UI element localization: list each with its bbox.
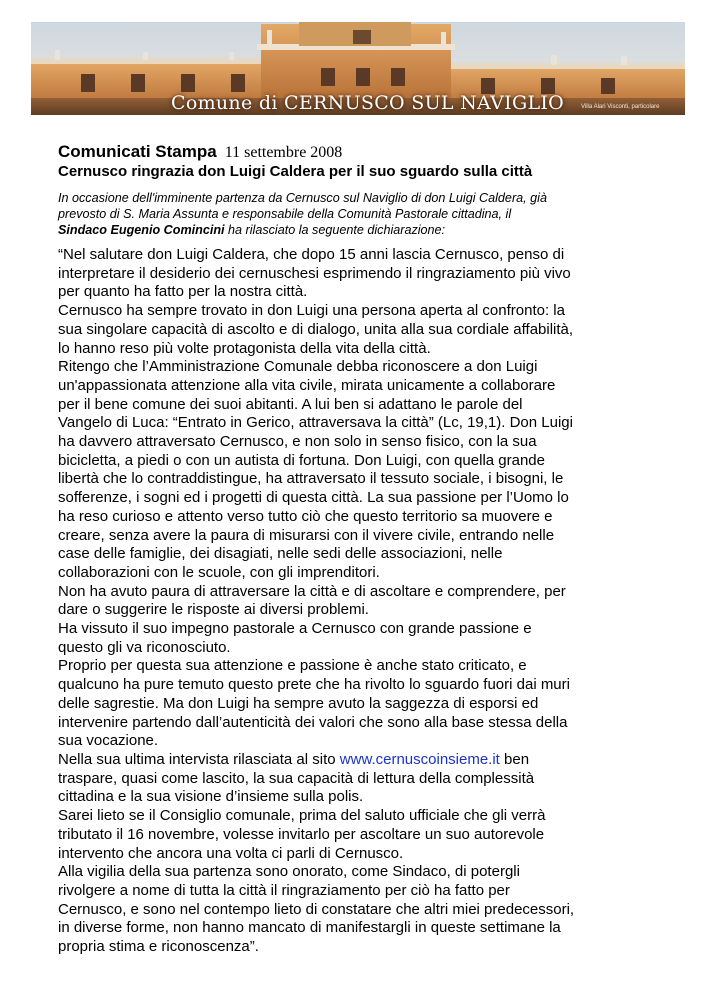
- body-line: traspare, quasi come lascito, la sua capacità di lettura della complessità: [58, 769, 535, 787]
- intro-line: In occasione dell'imminente partenza da Cernusco sul Naviglio di don Luigi Caldera, già: [58, 191, 547, 205]
- body-line: ha davvero attraversato Cernusco, e non solo in senso fisico, con la sua: [58, 433, 537, 451]
- body-line: Proprio per questa sua attenzione e passione è anche stato criticato, e: [58, 657, 527, 675]
- body-line: Sarei lieto se il Consiglio comunale, prima del saluto ufficiale che gli verrà: [58, 807, 546, 825]
- body-line: per il bene comune dei suoi abitanti. A lui ben si adattano le parole del: [58, 395, 523, 413]
- body-line: collaborazioni con le scuole, con gli imprenditori.: [58, 563, 380, 581]
- intro-paragraph: [58, 190, 638, 238]
- banner-title: Comune di CERNUSCO SUL NAVIGLIO: [171, 92, 565, 114]
- body-line: creare, senza avere la paura di misurarsi con il vivere civile, entrando nelle: [58, 526, 555, 544]
- body-line: sua singolare capacità di ascolto e di dialogo, unita alla sua cordiale affabilità,: [58, 320, 574, 338]
- body-line: Vangelo di Luca: “Entrato in Gerico, attraversava la città” (Lc, 19,1). Don Luigi: [58, 414, 573, 432]
- body-line: propria stima e riconoscenza”.: [58, 938, 259, 956]
- body-line: intervenire partendo dall’autenticità dei valori che sono alla base stessa della: [58, 713, 568, 731]
- body-lines-after: [58, 770, 658, 957]
- body-line: dare o suggerire le risposte ai diversi problemi.: [58, 601, 369, 619]
- body-line: intervento che ancora una volta ci parli di Cernusco.: [58, 844, 404, 862]
- intro-line: prevosto di S. Maria Assunta e responsabile della Comunità Pastorale cittadina, il: [58, 207, 512, 221]
- body-line: case delle famiglie, dei disagiati, nelle sedi delle associazioni, nelle: [58, 545, 503, 563]
- statement-body: [58, 246, 658, 957]
- body-line-text: Nella sua ultima intervista rilasciata al sito: [58, 750, 340, 768]
- mayor-name: Sindaco Eugenio Comincini: [58, 223, 225, 237]
- body-line: un'appassionata attenzione alla vita civile, mirata unicamente a collaborare: [58, 376, 556, 394]
- body-line: sua vocazione.: [58, 732, 159, 750]
- body-line: libertà che lo contraddistingue, ha attraversato il tessuto sociale, i bisogni, le: [58, 470, 564, 488]
- body-line: questo gli va riconosciuto.: [58, 638, 231, 656]
- press-date: 11 settembre 2008: [224, 144, 343, 161]
- body-line: Alla vigilia della sua partenza sono onorato, come Sindaco, di potergli: [58, 863, 520, 881]
- body-line: “Nel salutare don Luigi Caldera, che dopo 15 anni lascia Cernusco, penso di: [58, 246, 565, 263]
- body-line-with-link: [58, 751, 658, 770]
- body-line: Ritengo che l’Amministrazione Comunale debba riconoscere a don Luigi: [58, 358, 538, 376]
- intro-line: [58, 222, 638, 238]
- banner-credit: Villa Alari Visconti, particolare: [581, 104, 660, 110]
- body-line: in diverse forme, non hanno mancato di manifestargli in queste settimane la: [58, 919, 561, 937]
- body-line: Cernusco ha sempre trovato in don Luigi una persona aperta al confronto: la: [58, 302, 565, 320]
- body-line: Cernusco, e sono nel contempo lieto di constatare che altri miei predecessori,: [58, 900, 575, 918]
- body-line: interpretare il desiderio dei cernuschesi esprimendo il ringraziamento più vivo: [58, 264, 571, 282]
- body-line-text: ben: [499, 750, 530, 768]
- body-line: delle sagrestie. Ma don Luigi ha sempre avuto la saggezza di esporsi ed: [58, 694, 539, 712]
- body-line: qualcuno ha pure temuto questo prete che ha rivolto lo sguardo fuori dai muri: [58, 676, 570, 694]
- body-line: Ha vissuto il suo impegno pastorale a Cernusco con grande passione e: [58, 620, 532, 638]
- cernuscoinsieme-link[interactable]: www.cernuscoinsieme.it: [339, 750, 500, 768]
- intro-line-rest: ha rilasciato la seguente dichiarazione:: [224, 223, 446, 237]
- body-line: Non ha avuto paura di attraversare la città e di ascoltare e comprendere, per: [58, 582, 566, 600]
- body-lines-before: [58, 246, 658, 751]
- header-banner: [31, 22, 685, 115]
- body-line: cittadina e la sua visione d’insieme sulla polis.: [58, 788, 364, 806]
- body-line: per quanto ha fatto per la nostra città.: [58, 283, 308, 301]
- body-line: tributato il 16 novembre, volesse invitarlo per ascoltare un suo autorevole: [58, 825, 545, 843]
- body-line: rivolgere a nome di tutta la città il ringraziamento per ciò ha fatto per: [58, 881, 510, 899]
- body-line: lo hanno reso più volte protagonista della vita della città.: [58, 339, 431, 357]
- section-title: Comunicati Stampa: [58, 142, 217, 161]
- body-line: ha reso curioso e attento verso tutto ciò che questo territorio sa muovere e: [58, 507, 553, 525]
- header-line: [58, 142, 342, 162]
- headline: Cernusco ringrazia don Luigi Caldera per il suo sguardo sulla città: [58, 163, 533, 180]
- body-line: bicicletta, a piedi o con un autista di fortuna. Don Luigi, con quella grande: [58, 451, 545, 469]
- body-line: sofferenze, i sogni ed i progetti di questa città. La sua passione per l’Uomo lo: [58, 489, 569, 507]
